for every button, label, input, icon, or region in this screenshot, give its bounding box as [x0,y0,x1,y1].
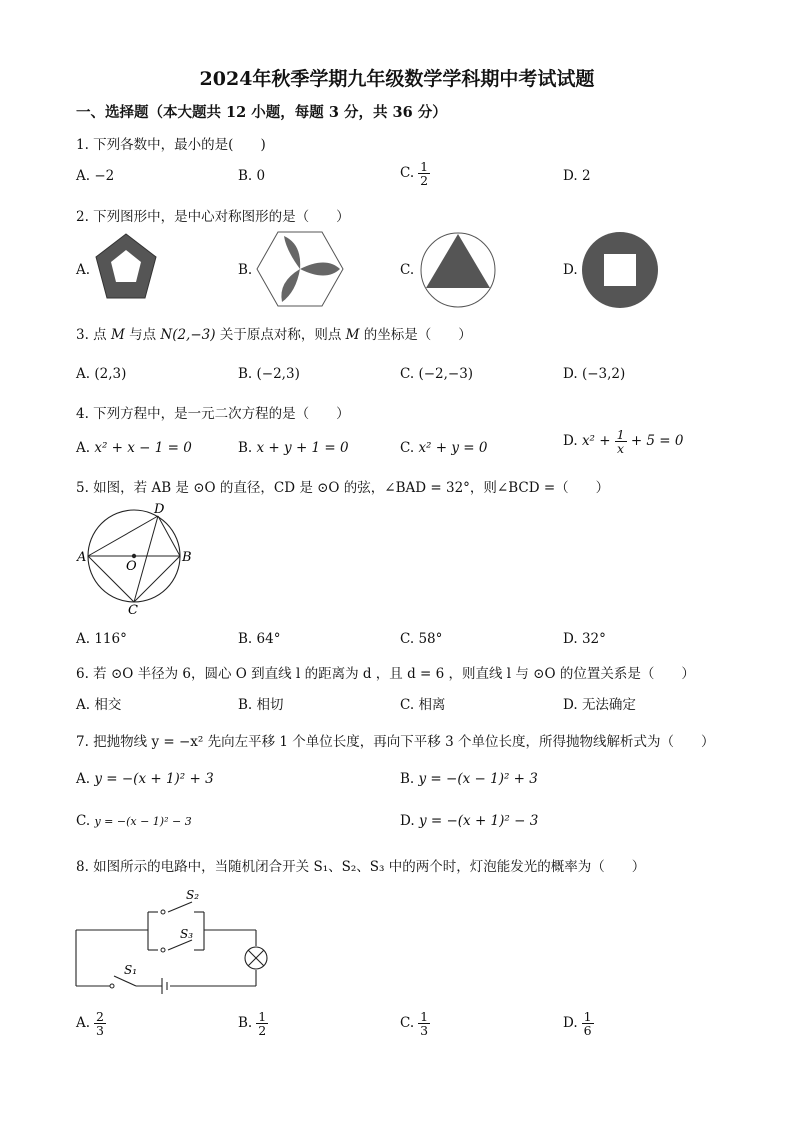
q6-option-c[interactable]: C. 相离 [400,697,446,713]
q3-option-c[interactable]: C. (−2,−3) [400,366,474,382]
point-label-d: D [154,502,165,517]
q1-option-c[interactable]: C. $\frac{1}{2}$ [400,159,429,189]
switch-label-s3: S₃ [180,927,194,941]
question-4-stem: 4. 下列方程中，是一元二次方程的是（ ） [76,406,350,422]
point-label-b: B [182,550,192,565]
pentagon-figure [94,228,158,304]
q7-option-a[interactable]: A. y = −(x + 1)² + 3 [76,771,214,787]
question-3-stem: 3. 点 M 与点 N(2,−3) 关于原点对称，则点 M 的坐标是（ ） [76,327,472,343]
switch-label-s2: S₂ [186,888,200,902]
q8-option-d[interactable]: D. $\frac{1}{6}$ [563,1009,592,1039]
q7-option-b[interactable]: B. y = −(x − 1)² + 3 [400,771,538,787]
q8-option-c[interactable]: C. $\frac{1}{3}$ [400,1009,429,1039]
page-title: 2024年秋季学期九年级数学学科期中考试试题 [199,68,595,90]
q1-option-d[interactable]: D. 2 [563,168,591,184]
q2-option-d[interactable]: D. [563,262,578,278]
question-6-stem: 6. 若 ⊙O 半径为 6，圆心 O 到直线 l 的距离为 d ，且 d = 6 ，则直线 l 与 ⊙O 的位置关系是（ ） [76,666,695,682]
switch-label-s1: S₁ [124,963,138,977]
q2-option-a[interactable]: A. [76,262,91,278]
section-heading: 一、选择题（本大题共 12 小题，每题 3 分，共 36 分） [76,104,447,121]
circuit-diagram [70,888,280,998]
q3-option-b[interactable]: B. (−2,3) [238,366,300,382]
q8-option-b[interactable]: B. $\frac{1}{2}$ [238,1009,267,1039]
circle-triangle-figure [418,230,498,310]
question-5-stem: 5. 如图，若 AB 是 ⊙O 的直径，CD 是 ⊙O 的弦，∠BAD = 32°，则∠BCD =（ ） [76,480,610,496]
q5-option-d[interactable]: D. 32° [563,631,606,647]
q5-option-c[interactable]: C. 58° [400,631,443,647]
q5-option-a[interactable]: A. 116° [76,631,127,647]
point-label-a: A [77,550,87,565]
q1-option-a[interactable]: A. −2 [76,168,115,184]
q6-option-b[interactable]: B. 相切 [238,697,284,713]
circle-square-figure [580,230,660,310]
q4-option-a[interactable]: A. x² + x − 1 = 0 [76,440,192,456]
hexagon-three-leaf-figure [256,230,344,308]
q4-option-b[interactable]: B. x + y + 1 = 0 [238,440,349,456]
q3-option-d[interactable]: D. (−3,2) [563,366,626,382]
q8-option-a[interactable]: A. $\frac{2}{3}$ [76,1009,104,1039]
q3-option-a[interactable]: A. (2,3) [76,366,127,382]
q5-option-b[interactable]: B. 64° [238,631,281,647]
fraction: $\frac{1}{2}$ [420,159,429,189]
circle-diagram [74,500,194,618]
q4-option-d[interactable]: D. x² + $\frac{1}{x}$ + 5 = 0 [563,427,684,457]
question-2-stem: 2. 下列图形中，是中心对称图形的是（ ） [76,209,350,225]
question-8-stem: 8. 如图所示的电路中，当随机闭合开关 S₁、S₂、S₃ 中的两个时，灯泡能发光的概率为（ ） [76,859,646,875]
q2-option-c[interactable]: C. [400,262,415,278]
q7-option-d[interactable]: D. y = −(x + 1)² − 3 [400,813,539,829]
q1-option-b[interactable]: B. 0 [238,168,266,184]
q6-option-d[interactable]: D. 无法确定 [563,697,636,713]
point-label-o: O [126,559,137,574]
point-label-c: C [128,603,138,618]
question-1-stem: 1. 下列各数中，最小的是( ) [76,137,266,153]
q4-option-c[interactable]: C. x² + y = 0 [400,440,488,456]
q7-option-c[interactable]: C. y = −(x − 1)² − 3 [76,813,192,829]
q6-option-a[interactable]: A. 相交 [76,697,122,713]
question-7-stem: 7. 把抛物线 y = −x² 先向左平移 1 个单位长度，再向下平移 3 个单位长度，所得抛物线解析式为（ ） [76,734,715,750]
q2-option-b[interactable]: B. [238,262,253,278]
